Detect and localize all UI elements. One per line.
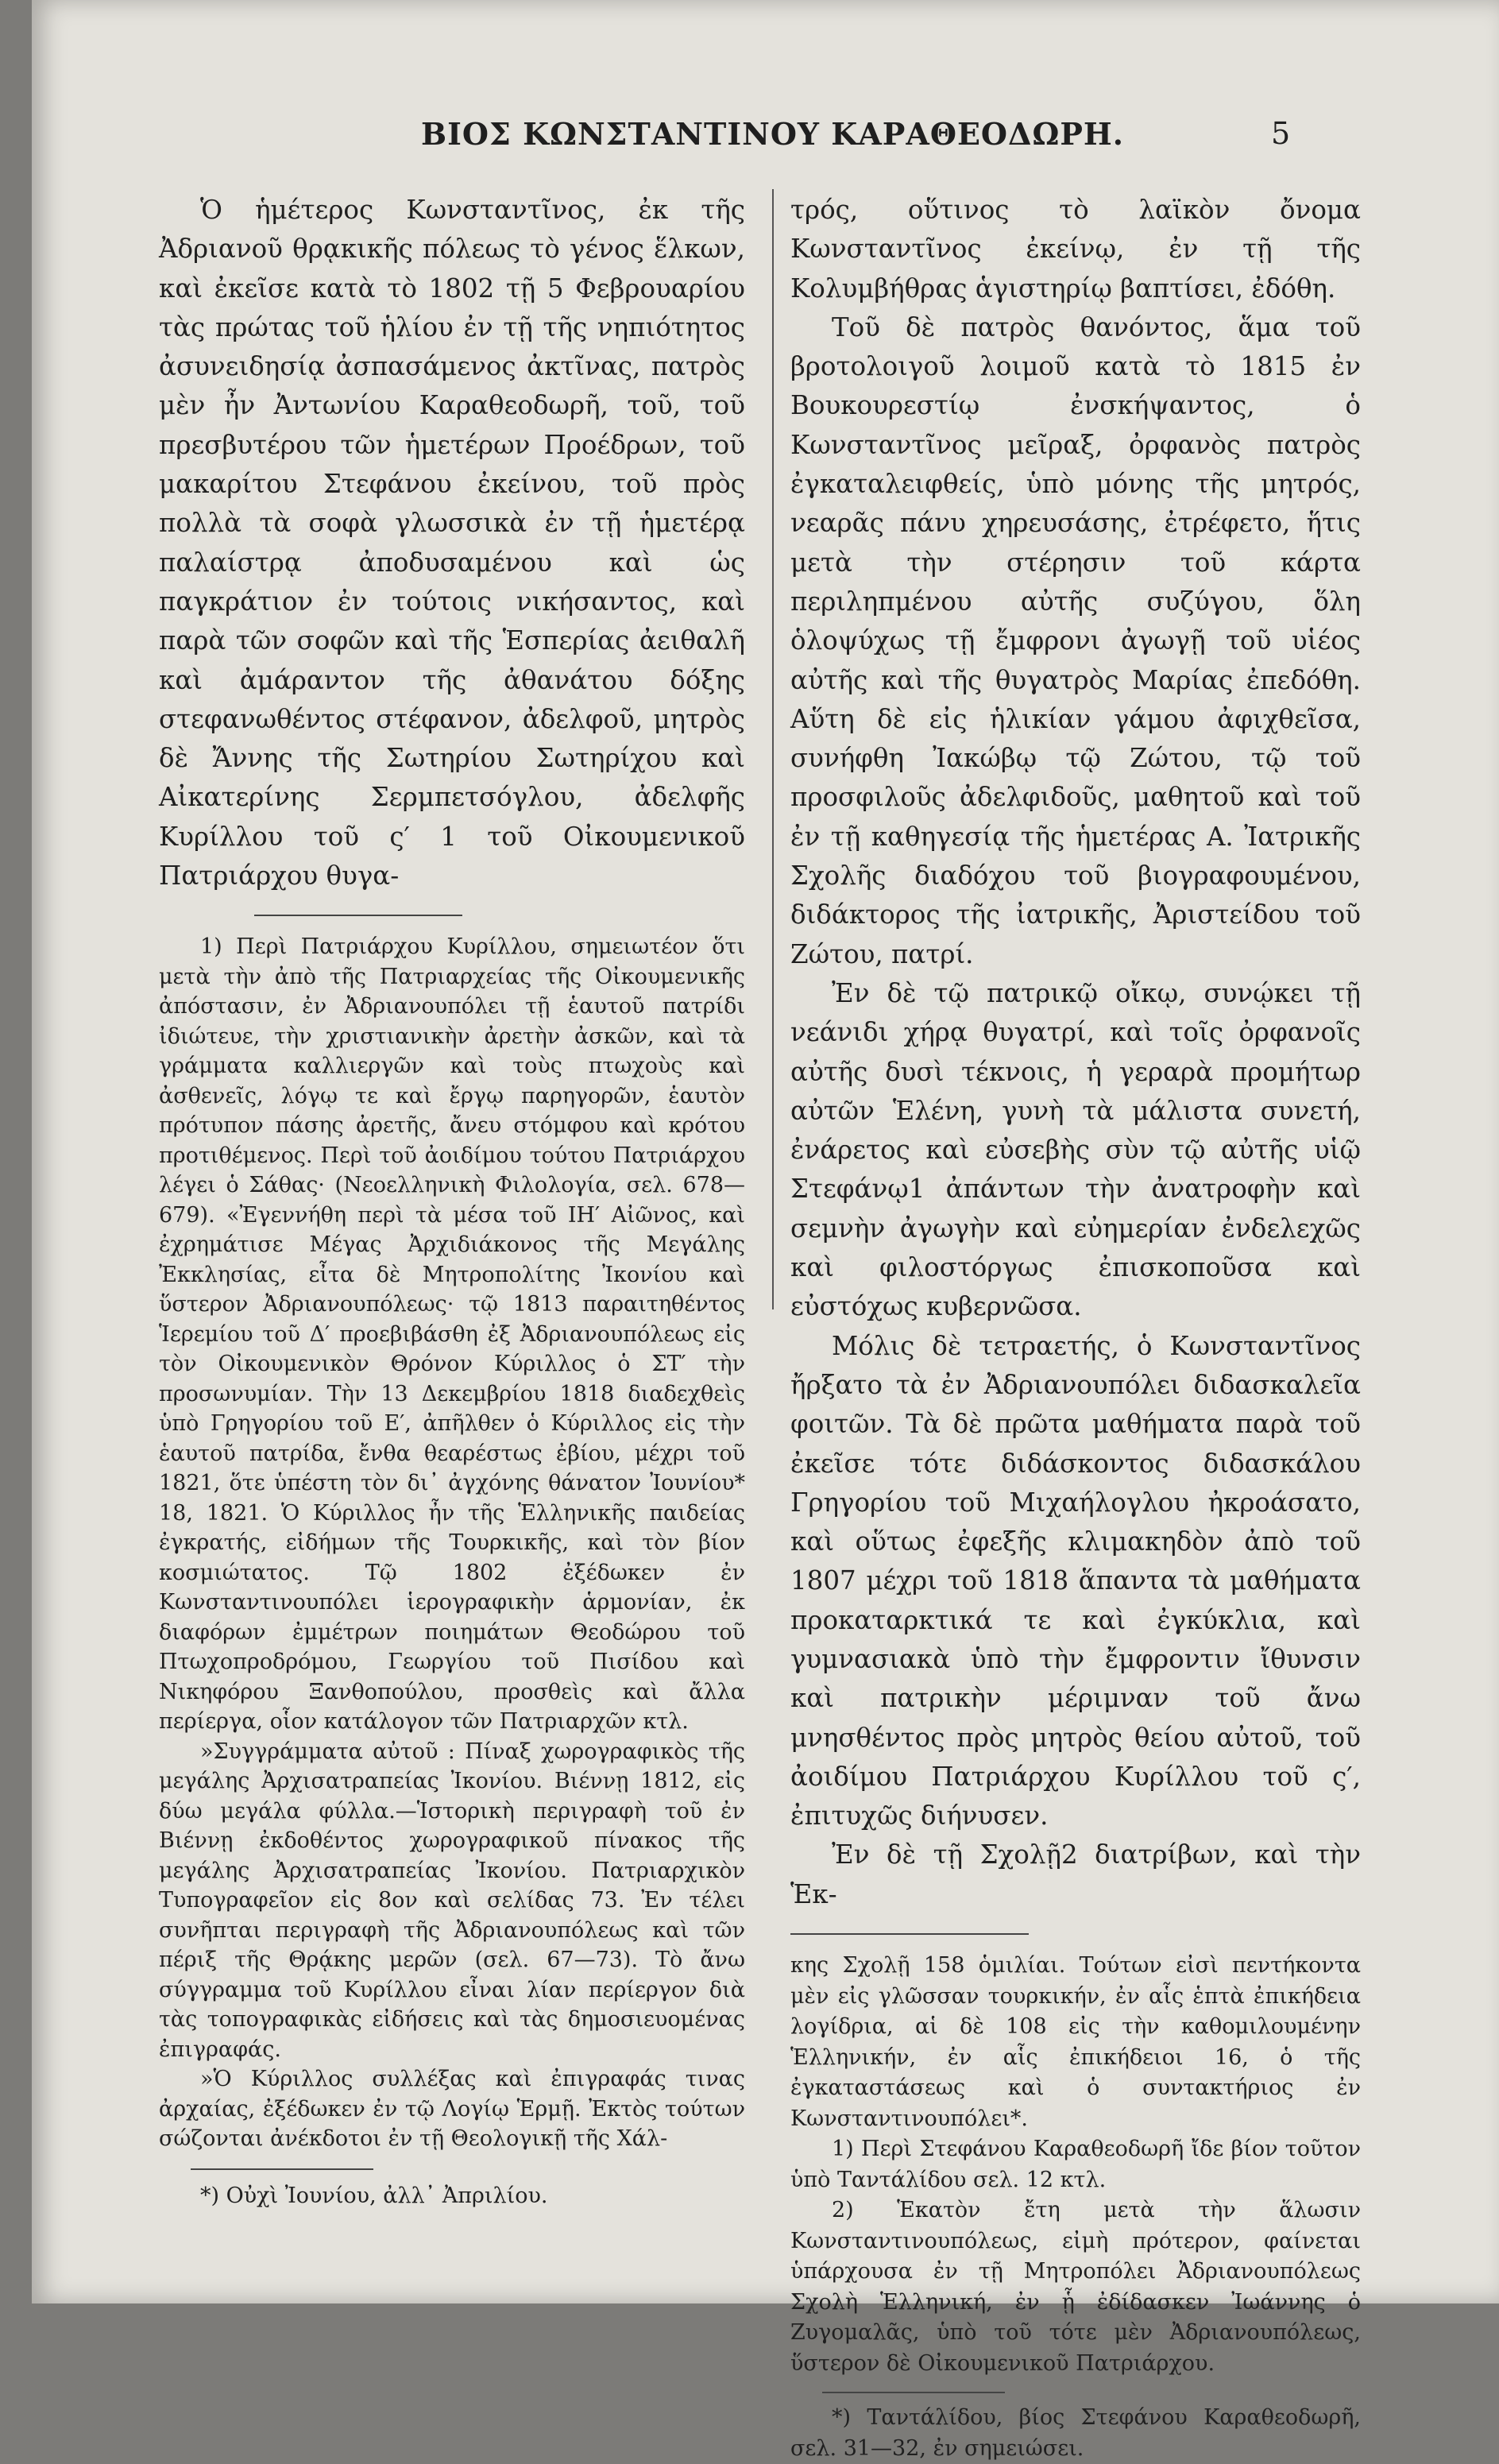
left-main-text: [159, 191, 745, 895]
footnote: *) Ταντάλίδου, βίος Στεφάνου Καραθεοδωρῆ, σελ. 31—32, ἐν σημειώσει.: [790, 2405, 1361, 2461]
paragraph: Ἐν δὲ τῷ πατρικῷ οἴκῳ, συνῴκει τῇ νεάνιδι χήρᾳ θυγατρί, καὶ τοῖς ὀρφανοῖς αὐτῆς δυσὶ τέκνοις, ἡ γεραρὰ προμήτωρ αὐτῶν Ἑλένη, γυνὴ τὰ μάλιστα συνετή, ἐνάρετος καὶ εὐσεβὴς σὺν τῷ αὐτῆς υἱῷ Στεφάνῳ1 ἀπάντων τὴν ἀνατροφὴν καὶ σεμνὴν ἀγωγὴν καὶ εὐημερίαν ἐνδελεχῶς καὶ φιλοστόργως ἐπισκοποῦσα καὶ εὐστόχως κυβερνῶσα.: [790, 977, 1361, 1322]
left-column: [159, 191, 745, 2211]
right-main-text: [790, 191, 1361, 1914]
page-title: ΒΙΟΣ ΚΩΝΣΤΑΝΤΙΝΟΥ ΚΑΡΑΘΕΟΔΩΡΗ.: [421, 116, 1125, 152]
footnote: *) Οὐχὶ Ἰουνίου, ἀλλ᾿ Ἀπριλίου.: [200, 2183, 548, 2208]
right-column: [790, 191, 1361, 2464]
footnote: κης Σχολῇ 158 ὁμιλίαι. Τούτων εἰσὶ πεντήκοντα μὲν εἰς γλῶσσαν τουρκικήν, ἐν αἷς ἑπτὰ ἐπικήδεια λογίδρια, αἱ δὲ 108 εἰς τὴν καθομιλουμένην Ἑλληνικήν, ἐν αἷς ἐπικήδειοι 16, ὁ τῆς ἐγκαταστάσεως καὶ ὁ συντακτήριος ἐν Κωνσταντινουπόλει*.: [790, 1953, 1361, 2131]
paragraph: Τοῦ δὲ πατρὸς θανόντος, ἅμα τοῦ βροτολοιγοῦ λοιμοῦ κατὰ τὸ 1815 ἐν Βουκουρεστίῳ ἐνσκήψαντος, ὁ Κωνσταντῖνος μεῖραξ, ὀρφανὸς πατρὸς ἐγκαταλειφθείς, ὑπὸ μόνης τῆς μητρός, νεαρᾶς πάνυ χηρευσάσης, ἐτρέφετο, ἥτις μετὰ τὴν στέρησιν τοῦ κάρτα περιληπμένου αὐτῆς συζύγου, ὅλη ὁλοψύχως τῇ ἔμφρονι ἀγωγῇ τοῦ υἱέος αὐτῆς καὶ τῆς θυγατρὸς Μαρίας ἐπεδόθη. Αὕτη δὲ εἰς ἡλικίαν γάμου ἀφιχθεῖσα, συνήφθη Ἰακώβῳ τῷ Ζώτου, τῷ τοῦ προσφιλοῦς ἀδελφιδοῦς, μαθητοῦ καὶ τοῦ ἐν τῇ καθηγεσίᾳ τῆς ἡμετέρας Α. Ἰατρικῆς Σχολῆς διαδόχου τοῦ βιογραφουμένου, διδάκτορος τῆς ἰατρικῆς, Ἀριστείδου τοῦ Ζώτου, πατρί.: [790, 311, 1361, 969]
paragraph: Ὁ ἡμέτερος Κωνσταντῖνος, ἐκ τῆς Ἀδριανοῦ θρᾳκικῆς πόλεως τὸ γένος ἕλκων, καὶ ἐκεῖσε κατὰ τὸ 1802 τῇ 5 Φεβρουαρίου τὰς πρώτας τοῦ ἡλίου ἐν τῇ τῆς νηπιότητος ἀσυνειδησίᾳ ἀσπασάμενος ἀκτῖνας, πατρὸς μὲν ἦν Ἀντωνίου Καραθεοδωρῆ, τοῦ, τοῦ πρεσβυτέρου τῶν ἡμετέρων Προέδρων, τοῦ μακαρίτου Στεφάνου ἐκείνου, τοῦ πρὸς πολλὰ τὰ σοφὰ γλωσσικὰ ἐν τῇ ἡμετέρᾳ παλαίστρᾳ ἀποδυσαμένου καὶ ὡς παγκράτιον ἐν τούτοις νικήσαντος, καὶ παρὰ τῶν σοφῶν καὶ τῆς Ἑσπερίας ἀειθαλῆ καὶ ἀμάραντον τῆς ἀθανάτου δόξης στεφανωθέντος στέφανον, ἀδελφοῦ, μητρὸς δὲ Ἄννης τῆς Σωτηρίου Σωτηρίχου καὶ Αἰκατερίνης Σερμπετσόγλου, ἀδελφῆς Κυρίλλου τοῦ ς′ 1 τοῦ Οἰκουμενικοῦ Πατριάρχου θυγα-: [159, 195, 745, 892]
footnote-separator: [254, 915, 462, 916]
footnote: »Ὁ Κύριλλος συλλέξας καὶ ἐπιγραφάς τινας ἀρχαίας, ἐξέδωκεν ἐν τῷ Λογίῳ Ἑρμῇ. Ἐκτὸς τούτων σώζονται ἀνέκδοτοι ἐν τῇ Θεολογικῇ τῆς Χάλ-: [159, 2067, 745, 2152]
running-header: [32, 116, 1499, 156]
paragraph: τρός, οὕτινος τὸ λαϊκὸν ὄνομα Κωνσταντῖνος ἐκείνῳ, ἐν τῇ τῆς Κολυμβήθρας ἁγιστηρίῳ βαπτίσει, ἐδόθη.: [790, 195, 1361, 304]
footnote: »Συγγράμματα αὐτοῦ : Πίναξ χωρογραφικὸς τῆς μεγάλης Ἀρχισατραπείας Ἰκονίου. Βιέννῃ 1812, εἰς δύω μεγάλα φύλλα.—Ἱστορικὴ περιγραφὴ τοῦ ἐν Βιέννῃ ἐκδοθέντος χωρογραφικοῦ πίνακος τῆς μεγάλης Ἀρχισατραπείας Ἰκονίου. Πατριαρχικὸν Τυπογραφεῖον εἰς 8ον καὶ σελίδας 73. Ἐν τέλει συνῆπται περιγραφὴ τῆς Ἀδριανουπόλεως καὶ τῶν πέριξ τῆς Θρᾴκης μερῶν (σελ. 67—73). Τὸ ἄνω σύγγραμμα τοῦ Κυρίλλου εἶναι λίαν περίεργον διὰ τὰς τοπογραφικὰς εἰδήσεις καὶ τὰς δημοσιευομένας ἐπιγραφάς.: [159, 1739, 745, 2062]
footnote: 1) Περὶ Στεφάνου Καραθεοδωρῆ ἴδε βίον τοῦτον ὑπὸ Ταντάλίδου σελ. 12 κτλ.: [790, 2137, 1361, 2192]
footnote-separator: [191, 2168, 373, 2170]
footnote: 1) Περὶ Πατριάρχου Κυρίλλου, σημειωτέον ὅτι μετὰ τὴν ἀπὸ τῆς Πατριαρχείας τῆς Οἰκουμενικῆς ἀπόστασιν, ἐν Ἀδριανουπόλει τῇ ἑαυτοῦ πατρίδι ἰδιώτευε, τὴν χριστιανικὴν ἀρετὴν ἀσκῶν, καὶ τὰ γράμματα καλλιεργῶν καὶ τοὺς πτωχοὺς καὶ ἀσθενεῖς, λόγῳ τε καὶ ἔργῳ παρηγορῶν, ἑαυτὸν πρότυπον πάσης ἀρετῆς, ἄνευ στόμφου καὶ κρότου προτιθέμενος. Περὶ τοῦ ἀοιδίμου τούτου Πατριάρχου λέγει ὁ Σάθας· (Νεοελληνικὴ Φιλολογία, σελ. 678—679). «Ἐγεννήθη περὶ τὰ μέσα τοῦ ΙΗ′ Αἰῶνος, καὶ ἐχρημάτισε Μέγας Ἀρχιδιάκονος τῆς Μεγάλης Ἐκκλησίας, εἶτα δὲ Μητροπολίτης Ἰκονίου καὶ ὕστερον Ἀδριανουπόλεως· τῷ 1813 παραιτηθέντος Ἱερεμίου τοῦ Δ′ προεβιβάσθη ἐξ Ἀδριανουπόλεως εἰς τὸν Οἰκουμενικὸν Θρόνον Κύριλλος ὁ ΣΤ′ τὴν προσωνυμίαν. Τὴν 13 Δεκεμβρίου 1818 διαδεχθεὶς ὑπὸ Γρηγορίου τοῦ Ε′, ἀπῆλθεν ὁ Κύριλλος εἰς τὴν ἑαυτοῦ πατρίδα, ἔνθα θεαρέστως ἐβίου, μέχρι τοῦ 1821, ὅτε ὑπέστη τὸν δι᾿ ἀγχόνης θάνατον Ἰουνίου* 18, 1821. Ὁ Κύριλλος ἦν τῆς Ἑλληνικῆς παιδείας ἐγκρατής, εἰδήμων τῆς Τουρκικῆς, καὶ τὸν βίον κοσμιώτατος. Τῷ 1802 ἐξέδωκεν ἐν Κωνσταντινουπόλει ἱερογραφικὴν ἁρμονίαν, ἐκ διαφόρων ἐμμέτρων ποιημάτων Θεοδώρου τοῦ Πτωχοπροδρόμου, Γεωργίου τοῦ Πισίδου καὶ Νικηφόρου Ξανθοπούλου, προσθεὶς καὶ ἄλλα περίεργα, οἷον κατάλογον τῶν Πατριαρχῶν κτλ.: [159, 934, 745, 1735]
paragraph: Μόλις δὲ τετραετής, ὁ Κωνσταντῖνος ἤρξατο τὰ ἐν Ἀδριανουπόλει διδασκαλεῖα φοιτῶν. Τὰ δὲ πρῶτα μαθήματα παρὰ τοῦ ἐκεῖσε τότε διδάσκοντος διδασκάλου Γρηγορίου τοῦ Μιχαήλογλου ἠκροάσατο, καὶ οὕτως ἐφεξῆς κλιμακηδὸν ἀπὸ τοῦ 1807 μέχρι τοῦ 1818 ἅπαντα τὰ μαθήματα προκαταρκτικά τε καὶ ἐγκύκλια, καὶ γυμνασιακὰ ὑπὸ τὴν ἔμφροντιν ἴθυνσιν καὶ πατρικὴν μέριμναν τοῦ ἄνω μνησθέντος πρὸς μητρὸς θείου αὐτοῦ, τοῦ ἀοιδίμου Πατριάρχου Κυρίλλου τοῦ ς′, ἐπιτυχῶς διήνυσεν.: [790, 1330, 1361, 1832]
paragraph: Ἐν δὲ τῇ Σχολῇ2 διατρίβων, καὶ τὴν Ἑκ-: [790, 1839, 1361, 1909]
left-footnotes: [159, 932, 745, 2211]
footnote-separator: [790, 1933, 1029, 1935]
footnote: 2) Ἑκατὸν ἔτη μετὰ τὴν ἅλωσιν Κωνσταντινουπόλεως, εἰμὴ πρότερον, φαίνεται ὑπάρχουσα ἐν τῇ Μητροπόλει Ἀδριανουπόλεως Σχολὴ Ἑλληνική, ἐν ᾗ ἐδίδασκεν Ἰωάννης ὁ Ζυγομαλᾶς, ὑπὸ τοῦ τότε μὲν Ἀδριανουπόλεως, ὕστερον δὲ Οἰκουμενικοῦ Πατριάρχου.: [790, 2198, 1361, 2376]
footnote-separator: [822, 2392, 1005, 2393]
page-number: 5: [1271, 116, 1291, 151]
column-divider: [772, 189, 774, 1309]
book-page: [32, 0, 1499, 2461]
right-footnotes: [790, 1951, 1361, 2464]
